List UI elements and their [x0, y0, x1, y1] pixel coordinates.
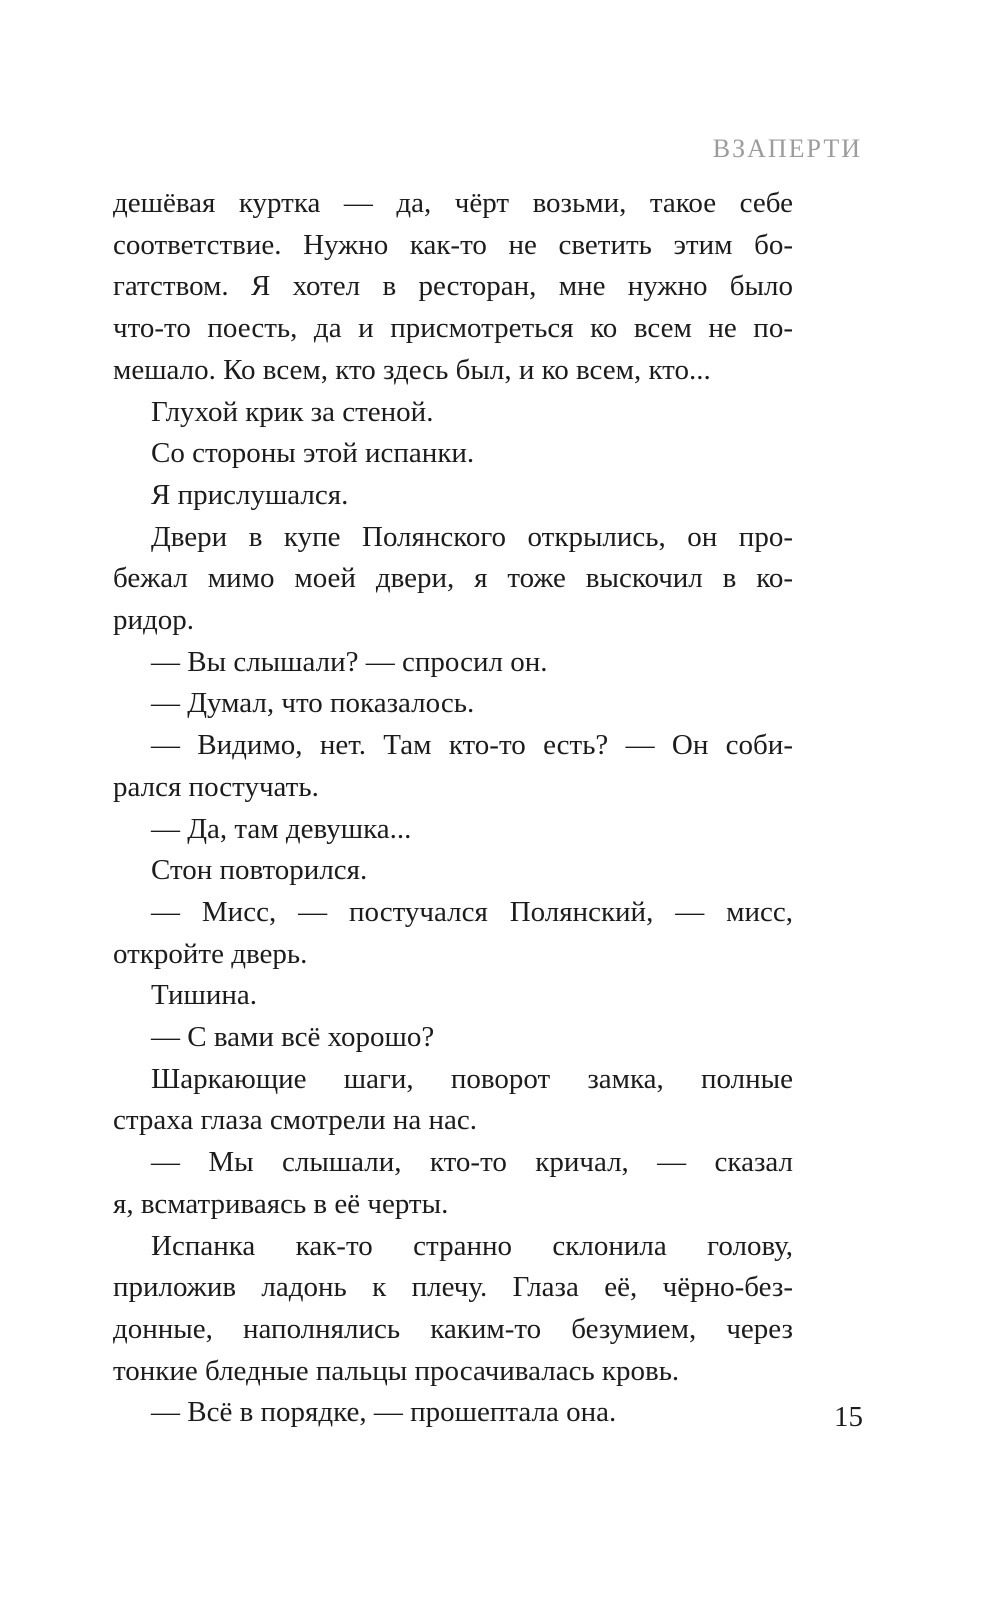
text-line: ридор. — [113, 604, 195, 637]
text-line: — Видимо, нет. Там кто-то есть? — Он соби- — [151, 729, 793, 762]
text-line: — Думал, что показалось. — [151, 687, 475, 720]
paragraph — [113, 392, 793, 434]
paragraph — [113, 433, 793, 475]
paragraph — [113, 1059, 793, 1142]
text-line: — Всё в порядке, — прошептала она. — [151, 1396, 617, 1429]
paragraph — [113, 725, 793, 808]
text-line: Стон повторился. — [151, 854, 368, 887]
text-line: откройте дверь. — [113, 937, 308, 970]
text-line: — Мы слышали, кто-то кричал, — сказал — [151, 1146, 793, 1179]
text-line: Шаркающие шаги, поворот замка, полные — [151, 1062, 793, 1095]
text-line: тонкие бледные пальцы просачивалась кровь. — [113, 1354, 680, 1387]
paragraph — [113, 642, 793, 684]
text-line: Глухой крик за стеной. — [151, 395, 434, 428]
paragraph — [113, 517, 793, 642]
text-block — [113, 183, 793, 1434]
page-number: 15 — [834, 1401, 863, 1433]
text-line: донные, наполнялись каким-то безумием, через — [113, 1312, 793, 1345]
text-line: страха глаза смотрели на нас. — [113, 1104, 477, 1137]
text-line: — Да, там девушка... — [151, 812, 412, 845]
paragraph — [113, 183, 793, 392]
text-line: соответствие. Нужно как-то не светить этим бо- — [113, 228, 793, 261]
text-line: бежал мимо моей двери, я тоже выскочил в ко- — [113, 562, 793, 595]
paragraph — [113, 975, 793, 1017]
paragraph — [113, 683, 793, 725]
text-line: я, всматриваясь в её черты. — [113, 1187, 449, 1220]
paragraph — [113, 809, 793, 851]
paragraph — [113, 1226, 793, 1393]
text-line: гатством. Я хотел в ресторан, мне нужно было — [113, 270, 793, 303]
text-line: рался постучать. — [113, 770, 319, 803]
text-line: что-то поесть, да и присмотреться ко всем не по- — [113, 312, 793, 345]
text-line: дешёвая куртка — да, чёрт возьми, такое себе — [113, 187, 793, 219]
paragraph — [113, 475, 793, 517]
paragraph — [113, 1392, 793, 1434]
paragraph — [113, 892, 793, 975]
text-line: Испанка как-то странно склонила голову, — [151, 1229, 793, 1262]
text-line: Со стороны этой испанки. — [151, 437, 475, 470]
text-line: приложив ладонь к плечу. Глаза её, чёрно-без- — [113, 1271, 793, 1304]
paragraph — [113, 850, 793, 892]
text-line: мешало. Ко всем, кто здесь был, и ко всем, кто... — [113, 353, 711, 386]
running-head-title: ВЗАПЕРТИ — [712, 134, 862, 163]
text-line: — С вами всё хорошо? — [151, 1021, 435, 1054]
text-line: Двери в купе Полянского открылись, он про- — [151, 520, 793, 553]
text-line: — Мисс, — постучался Полянский, — мисс, — [151, 895, 793, 928]
paragraph — [113, 1142, 793, 1225]
text-line: Тишина. — [151, 979, 258, 1012]
paragraph — [113, 1017, 793, 1059]
text-line: — Вы слышали? — спросил он. — [151, 645, 548, 678]
text-line: Я прислушался. — [151, 478, 349, 511]
